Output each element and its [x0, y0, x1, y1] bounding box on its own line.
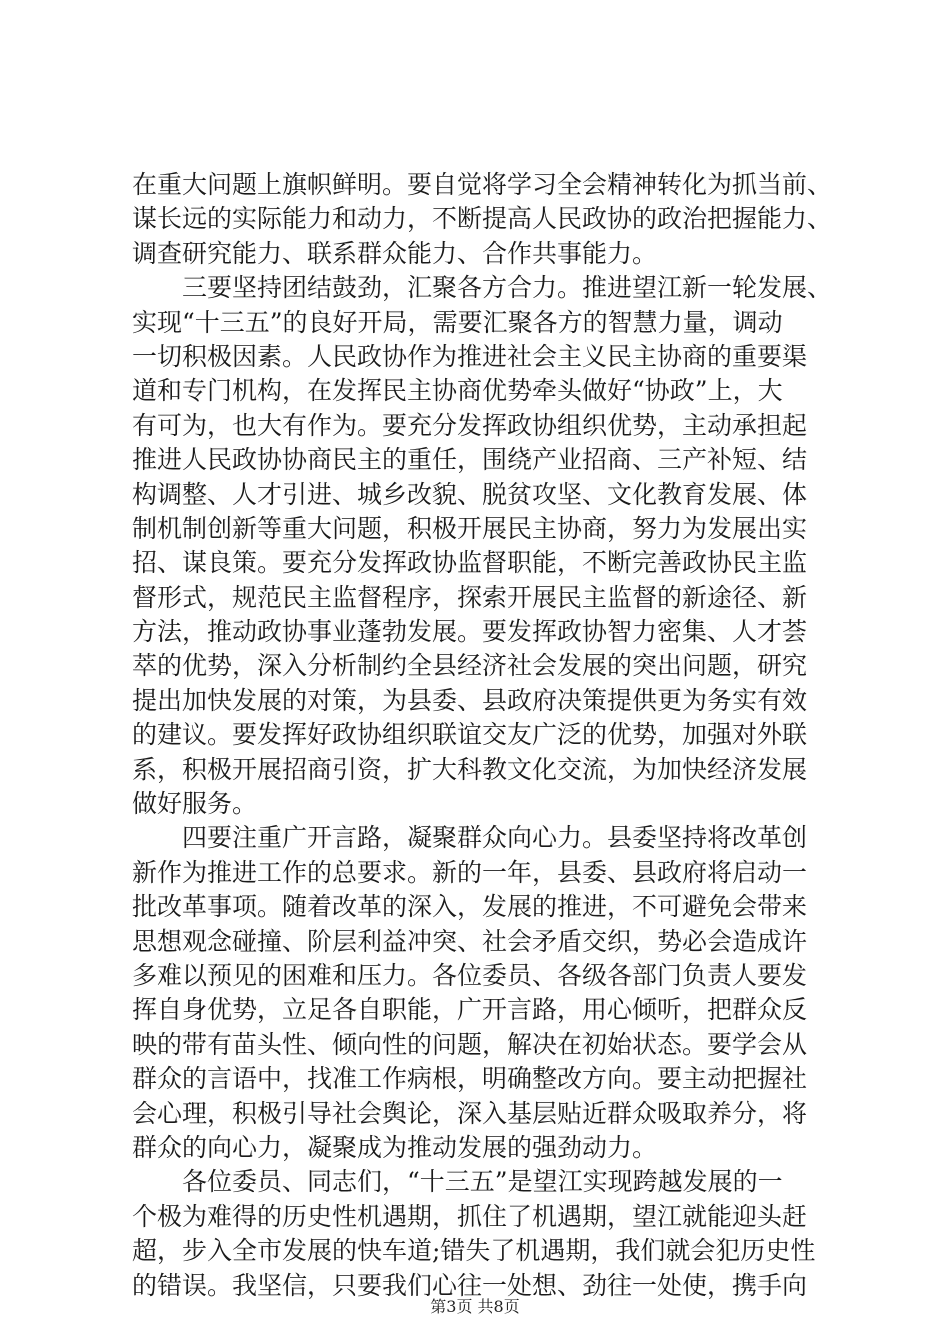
text-line: 道和专门机构，在发挥民主协商优势牵头做好“协政”上，大: [132, 376, 783, 406]
text-line: 做好服务。: [132, 789, 258, 819]
text-line: 群众的向心力，凝聚成为推动发展的强劲动力。: [132, 1132, 658, 1162]
text-line: 个极为难得的历史性机遇期，抓住了机遇期，望江就能迎头赶: [132, 1201, 808, 1231]
text-line: 构调整、人才引进、城乡改貌、脱贫攻坚、文化教育发展、体: [132, 479, 808, 509]
text-line: 新作为推进工作的总要求。新的一年，县委、县政府将启动一: [132, 857, 808, 887]
text-line: 映的带有苗头性、倾向性的问题，解决在初始状态。要学会从: [132, 1029, 808, 1059]
text-line: 督形式，规范民主监督程序，探索开展民主监督的新途径、新: [132, 582, 808, 612]
text-line: 系，积极开展招商引资，扩大科教文化交流，为加快经济发展: [132, 754, 808, 784]
text-line: 思想观念碰撞、阶层利益冲突、社会矛盾交织，势必会造成许: [132, 926, 808, 956]
text-line: 谋长远的实际能力和动力，不断提高人民政协的政治把握能力、: [132, 204, 833, 234]
text-line: 多难以预见的困难和压力。各位委员、各级各部门负责人要发: [132, 960, 808, 990]
text-line: 会心理，积极引导社会舆论，深入基层贴近群众吸取养分，将: [132, 1098, 808, 1128]
text-line: 一切积极因素。人民政协作为推进社会主义民主协商的重要渠: [132, 341, 808, 371]
text-line: 超，步入全市发展的快车道;错失了机遇期，我们就会犯历史性: [132, 1236, 816, 1266]
text-line: 调查研究能力、联系群众能力、合作共事能力。: [132, 238, 658, 268]
page-number-footer: 第3页 共8页: [430, 1297, 520, 1316]
text-line: 招、谋良策。要充分发挥政协监督职能，不断完善政协民主监: [132, 548, 808, 578]
text-line: 群众的言语中，找准工作病根，明确整改方向。要主动把握社: [132, 1064, 808, 1094]
text-line: 挥自身优势，立足各自职能，广开言路，用心倾听，把群众反: [132, 995, 808, 1025]
text-line: 的错误。我坚信，只要我们心往一处想、劲往一处使，携手向: [132, 1270, 808, 1300]
text-line: 有可为，也大有作为。要充分发挥政协组织优势，主动承担起: [132, 410, 808, 440]
text-line: 实现“十三五”的良好开局，需要汇聚各方的智慧力量，调动: [132, 307, 783, 337]
document-body: [132, 168, 832, 1303]
paragraph-start-line: 各位委员、同志们，“十三五”是望江实现跨越发展的一: [182, 1167, 783, 1197]
text-line: 提出加快发展的对策，为县委、县政府决策提供更为务实有效: [132, 685, 808, 715]
paragraph-start-line: 四要注重广开言路，凝聚群众向心力。县委坚持将改革创: [182, 823, 808, 853]
text-line: 制机制创新等重大问题，积极开展民主协商，努力为发展出实: [132, 513, 808, 543]
text-line: 批改革事项。随着改革的深入，发展的推进，不可避免会带来: [132, 892, 808, 922]
text-line: 的建议。要发挥好政协组织联谊交友广泛的优势，加强对外联: [132, 720, 808, 750]
text-line: 推进人民政协协商民主的重任，围绕产业招商、三产补短、结: [132, 445, 808, 475]
paragraph-start-line: 三要坚持团结鼓劲，汇聚各方合力。推进望江新一轮发展、: [182, 273, 833, 303]
text-line: 萃的优势，深入分析制约全县经济社会发展的突出问题，研究: [132, 651, 808, 681]
text-line: 方法，推动政协事业蓬勃发展。要发挥政协智力密集、人才荟: [132, 617, 808, 647]
text-line: 在重大问题上旗帜鲜明。要自觉将学习全会精神转化为抓当前、: [132, 170, 833, 199]
